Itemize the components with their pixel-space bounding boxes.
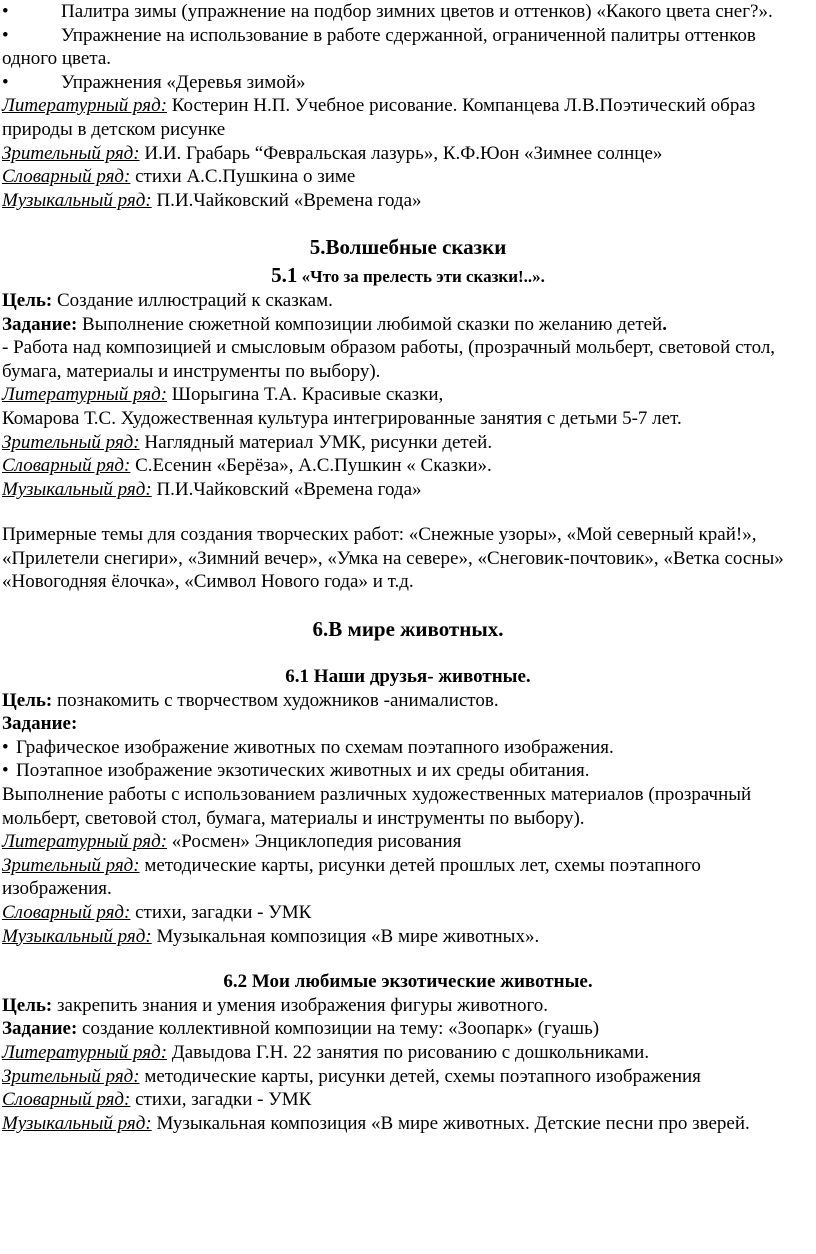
vocabulary-row: Словарный ряд: стихи, загадки - УМК [2,902,312,923]
bullet-item: • Упражнение на использование в работе сдержанной, ограниченной палитры оттенков одного цвета. [2,24,756,70]
work-description: - Работа над композицией и смысловым образом работы, (прозрачный мольберт, световой стол, бумага, материалы и инструменты по выбору). [2,337,776,382]
task-row: Задание: создание коллективной композиции на тему: «Зоопарк» (гуашь) [2,1018,600,1040]
section-5-1-title: 5.1 «Что за прелесть эти сказки!..». [271,263,545,288]
music-row: Музыкальный ряд: П.И.Чайковский «Времена года» [2,189,422,211]
task-row: Задание: Выполнение сюжетной композиции любимой сказки по желанию детей. [2,313,667,335]
themes-paragraph: Примерные темы для создания творческих работ: «Снежные узоры», «Мой северный край!», «Прилетели снегири», «Зимний вечер», «Умка на севере», «Снеговик-почтовик», «Ветка сосны» «Новогодняя ёлочка», «Символ Нового года» и т.д. [2,524,784,593]
literary-row-continued: Комарова Т.С. Художественная культура интегрированные занятия с детьми 5-7 лет. [2,407,682,429]
music-row: Музыкальный ряд: П.И.Чайковский «Времена года» [2,478,422,500]
bullet-item: • Поэтапное изображение экзотических животных и их среды обитания. [2,760,590,782]
goal-row: Цель: Создание иллюстраций к сказкам. [2,289,333,311]
vocabulary-row: Словарный ряд: стихи, загадки - УМК [2,1089,312,1111]
visual-row: Зрительный ряд: методические карты, рисунки детей прошлых лет, схемы поэтапного изображения. [2,854,701,900]
task-label: Задание: [2,713,78,735]
section-6-2-title: 6.2 Мои любимые экзотические животные. [223,971,593,993]
music-row: Музыкальный ряд: Музыкальная композиция «В мире животных. Детские песни про зверей. [2,1112,750,1134]
section-6-title: 6.В мире животных. [312,617,504,642]
visual-row: Зрительный ряд: методические карты, рисунки детей, схемы поэтапного изображения [2,1065,701,1087]
goal-row: Цель: закрепить знания и умения изображения фигуры животного. [2,994,549,1016]
literary-row: Литературный ряд: Давыдова Г.Н. 22 занятия по рисованию с дошкольниками. [2,1041,650,1063]
document-page [2,0,814,1135]
music-row: Музыкальный ряд: Музыкальная композиция «В мире животных». [2,925,540,947]
visual-row: Зрительный ряд: Наглядный материал УМК, рисунки детей. [2,431,493,453]
goal-row: Цель: познакомить с творчеством художников -анималистов. [2,689,499,711]
visual-row: Зрительный ряд: И.И. Грабарь “Февральская лазурь», К.Ф.Юон «Зимнее солнце» [2,142,663,164]
bullet-item: • Упражнения «Деревья зимой» [2,71,306,93]
section-6-1-title: 6.1 Наши друзья- животные. [285,666,531,688]
literary-row: Литературный ряд: «Росмен» Энциклопедия рисования [2,831,462,853]
bullet-item: • Палитра зимы (упражнение на подбор зимних цветов и оттенков) «Какого цвета снег?». [2,1,773,22]
section-5-title: 5.Волшебные сказки [309,235,507,260]
work-description: Выполнение работы с использованием различных художественных материалов (прозрачный мольберт, световой стол, бумага, материалы и инструменты по выбору). [2,784,752,829]
vocabulary-row: Словарный ряд: стихи А.С.Пушкина о зиме [2,166,356,188]
vocabulary-row: Словарный ряд: С.Есенин «Берёза», А.С.Пушкин « Сказки». [2,455,492,477]
literary-row: Литературный ряд: Костерин Н.П. Учебное рисование. Компанцева Л.В.Поэтический образ природы в детском рисунке [2,95,756,140]
bullet-item: • Графическое изображение животных по схемам поэтапного изображения. [2,736,614,758]
literary-row: Литературный ряд: Шорыгина Т.А. Красивые сказки, [2,384,444,406]
